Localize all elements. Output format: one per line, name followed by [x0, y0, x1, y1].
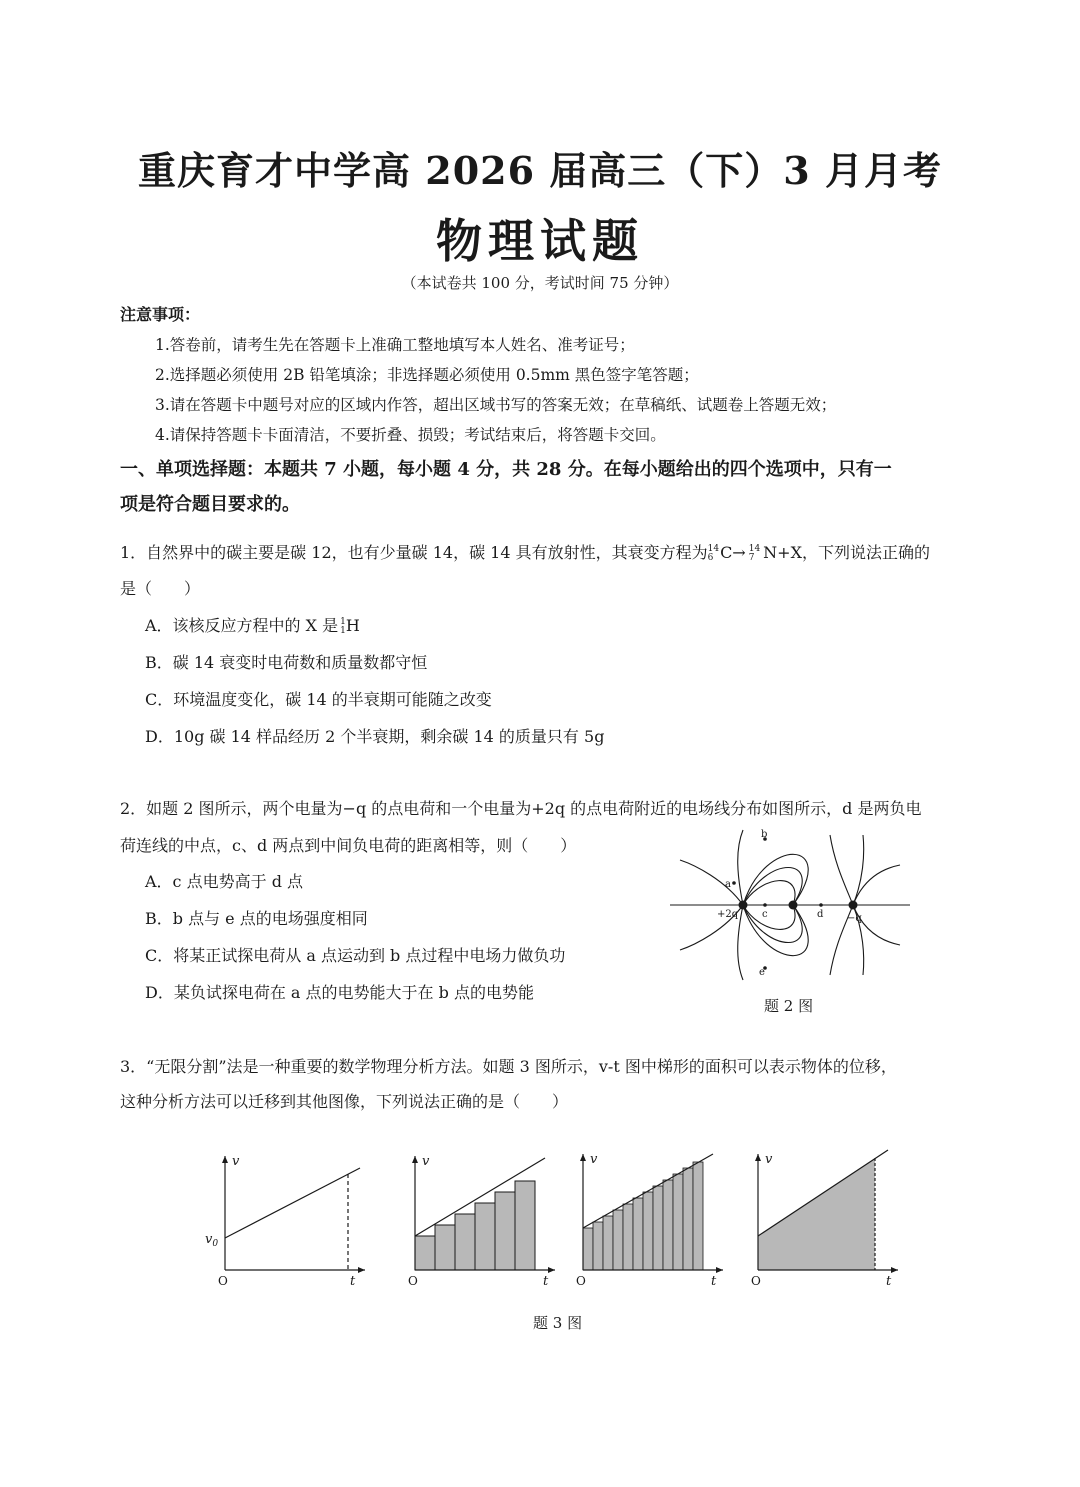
- label-minus-q: −q: [847, 913, 862, 924]
- q1-stem-line2: 是（ ）: [120, 579, 201, 598]
- label-a: a: [725, 879, 731, 890]
- label-b: b: [761, 829, 768, 840]
- q1-stem-line1: [120, 540, 970, 563]
- strip-rect: [495, 1192, 515, 1270]
- origin-label: O: [576, 1274, 586, 1288]
- shaded-area: [758, 1158, 875, 1270]
- q2-option-c: C．将某正试探电荷从 a 点运动到 b 点过程中电场力做负功: [145, 946, 566, 965]
- v-axis-label: v: [765, 1152, 773, 1167]
- field-loop: [743, 854, 808, 905]
- q3-figure-caption: 题 3 图: [533, 1314, 583, 1332]
- strip-rect: [593, 1222, 603, 1270]
- t-axis-label: t: [886, 1274, 892, 1288]
- field-loop: [743, 905, 808, 956]
- notice-item: 3.请在答题卡中题号对应的区域内作答，超出区域书写的答案无效；在草稿纸、试题卷上答题无效；: [155, 396, 837, 414]
- q2-option-d: D．某负试探电荷在 a 点的电势能大于在 b 点的电势能: [145, 983, 534, 1002]
- q2-stem-line2: 荷连线的中点，c、d 两点到中间负电荷的距离相等，则（ ）: [120, 836, 577, 855]
- strip-rect: [613, 1210, 623, 1270]
- v-axis-arrow: [222, 1156, 228, 1163]
- q2-option-b: B．b 点与 e 点的电场强度相同: [145, 909, 368, 928]
- v-axis-arrow: [755, 1154, 761, 1161]
- label-d: d: [817, 909, 824, 920]
- nitrogen-nuclide: 14 7: [748, 543, 761, 563]
- t-axis-label: t: [711, 1274, 717, 1288]
- carbon-symbol: C→: [720, 543, 746, 562]
- positive-charge: [739, 901, 748, 910]
- point-a-dot: [732, 881, 736, 885]
- notice-item: 1.答卷前，请考生先在答题卡上准确工整地填写本人姓名、准考证号；: [155, 336, 635, 354]
- strip-rect: [475, 1203, 495, 1270]
- strip-rect: [603, 1216, 613, 1270]
- label-plus-2q: +2q: [717, 909, 739, 920]
- q1-option-d: D．10g 碳 14 样品经历 2 个半衰期，剩余碳 14 的质量只有 5g: [145, 727, 605, 746]
- strip-rect: [673, 1174, 683, 1270]
- section-heading-line1: 一、单项选择题：本题共 7 小题，每小题 4 分，共 28 分。在每小题给出的四个选项中，只有一: [120, 459, 892, 480]
- notice-item: 4.请保持答题卡卡面清洁，不要折叠、损毁；考试结束后，将答题卡交回。: [155, 426, 666, 444]
- t-axis-arrow: [716, 1267, 723, 1273]
- v0-label: $v_0$: [205, 1232, 219, 1249]
- carbon-nuclide: 14 6: [707, 543, 720, 563]
- q2-figure-caption: 题 2 图: [764, 997, 814, 1015]
- q1-option-b: B．碳 14 衰变时电荷数和质量数都守恒: [145, 653, 428, 672]
- t-axis-arrow: [891, 1267, 898, 1273]
- strip-rect: [515, 1181, 535, 1270]
- strip-rect: [455, 1214, 475, 1270]
- q1-stem-tail: N+X，下列说法正确的: [763, 543, 930, 562]
- q3-stem-line1: 3．“无限分割”法是一种重要的数学物理分析方法。如题 3 图所示，v-t 图中梯形的面积可以表示物体的位移，: [120, 1057, 897, 1076]
- v-axis-arrow: [580, 1154, 586, 1161]
- q2-stem-line1: 2．如题 2 图所示，两个电量为−q 的点电荷和一个电量为+2q 的点电荷附近的电场线分布如图所示，d 是两负电: [120, 799, 922, 818]
- q3-stem-line2: 这种分析方法可以迁移到其他图像，下列说法正确的是（ ）: [120, 1092, 569, 1111]
- strip-rect: [633, 1198, 643, 1270]
- field-line: [738, 905, 743, 980]
- velocity-line: [225, 1168, 360, 1238]
- t-axis-arrow: [358, 1267, 365, 1273]
- section-heading-line2: 项是符合题目要求的。: [120, 494, 300, 515]
- v-axis-label: v: [232, 1154, 240, 1169]
- vt-graph-2: [395, 1148, 560, 1288]
- v-axis-arrow: [412, 1156, 418, 1163]
- point-c-dot: [763, 903, 767, 907]
- t-axis-arrow: [548, 1267, 555, 1273]
- field-line: [830, 835, 853, 905]
- label-c: c: [762, 909, 768, 920]
- strip-rect: [653, 1186, 663, 1270]
- school-title: 重庆育才中学高 2026 届高三（下）3 月月考: [138, 148, 942, 193]
- t-axis-label: t: [350, 1274, 356, 1288]
- strip-rect: [583, 1228, 593, 1270]
- strip-rect: [415, 1236, 435, 1270]
- point-d-dot: [819, 903, 823, 907]
- q1-stem-text: 1．自然界中的碳主要是碳 12，也有少量碳 14，碳 14 具有放射性，其衰变方程为: [120, 543, 708, 562]
- field-line: [853, 905, 900, 945]
- q2-option-a: A．c 点电势高于 d 点: [145, 872, 304, 891]
- notice-heading: 注意事项：: [120, 305, 201, 324]
- v-axis-label: v: [590, 1152, 598, 1167]
- strip-rect: [643, 1192, 653, 1270]
- notice-item: 2.选择题必须使用 2B 铅笔填涂；非选择题必须使用 0.5mm 黑色签字笔答题；: [155, 366, 699, 384]
- hydrogen-nuclide: 1 1: [340, 616, 346, 636]
- field-loop: [743, 881, 795, 905]
- exam-info: （本试卷共 100 分，考试时间 75 分钟）: [401, 274, 679, 292]
- field-line: [853, 865, 900, 905]
- strip-rect: [623, 1204, 633, 1270]
- v-axis-label: v: [422, 1154, 430, 1169]
- origin-label: O: [751, 1274, 761, 1288]
- origin-label: O: [218, 1274, 228, 1288]
- vt-graph-4: [740, 1148, 905, 1288]
- strip-rect: [693, 1162, 703, 1270]
- q1-option-a: A．该核反应方程中的 X 是 1 1 H: [145, 616, 360, 636]
- vt-graph-3: [565, 1148, 730, 1288]
- field-line: [738, 830, 743, 905]
- field-loop: [743, 905, 795, 929]
- origin-label: O: [408, 1274, 418, 1288]
- strip-rect: [683, 1168, 693, 1270]
- subject-title: 物理试题: [436, 214, 644, 268]
- negative-charge-middle: [789, 901, 798, 910]
- label-e: e: [759, 967, 765, 978]
- electric-field-figure: [665, 825, 915, 985]
- strip-rect: [435, 1225, 455, 1270]
- negative-charge-right: [849, 901, 858, 910]
- q1-option-c: C．环境温度变化，碳 14 的半衰期可能随之改变: [145, 690, 492, 709]
- strip-rect: [663, 1180, 673, 1270]
- vt-graph-1: [200, 1148, 375, 1288]
- t-axis-label: t: [543, 1274, 549, 1288]
